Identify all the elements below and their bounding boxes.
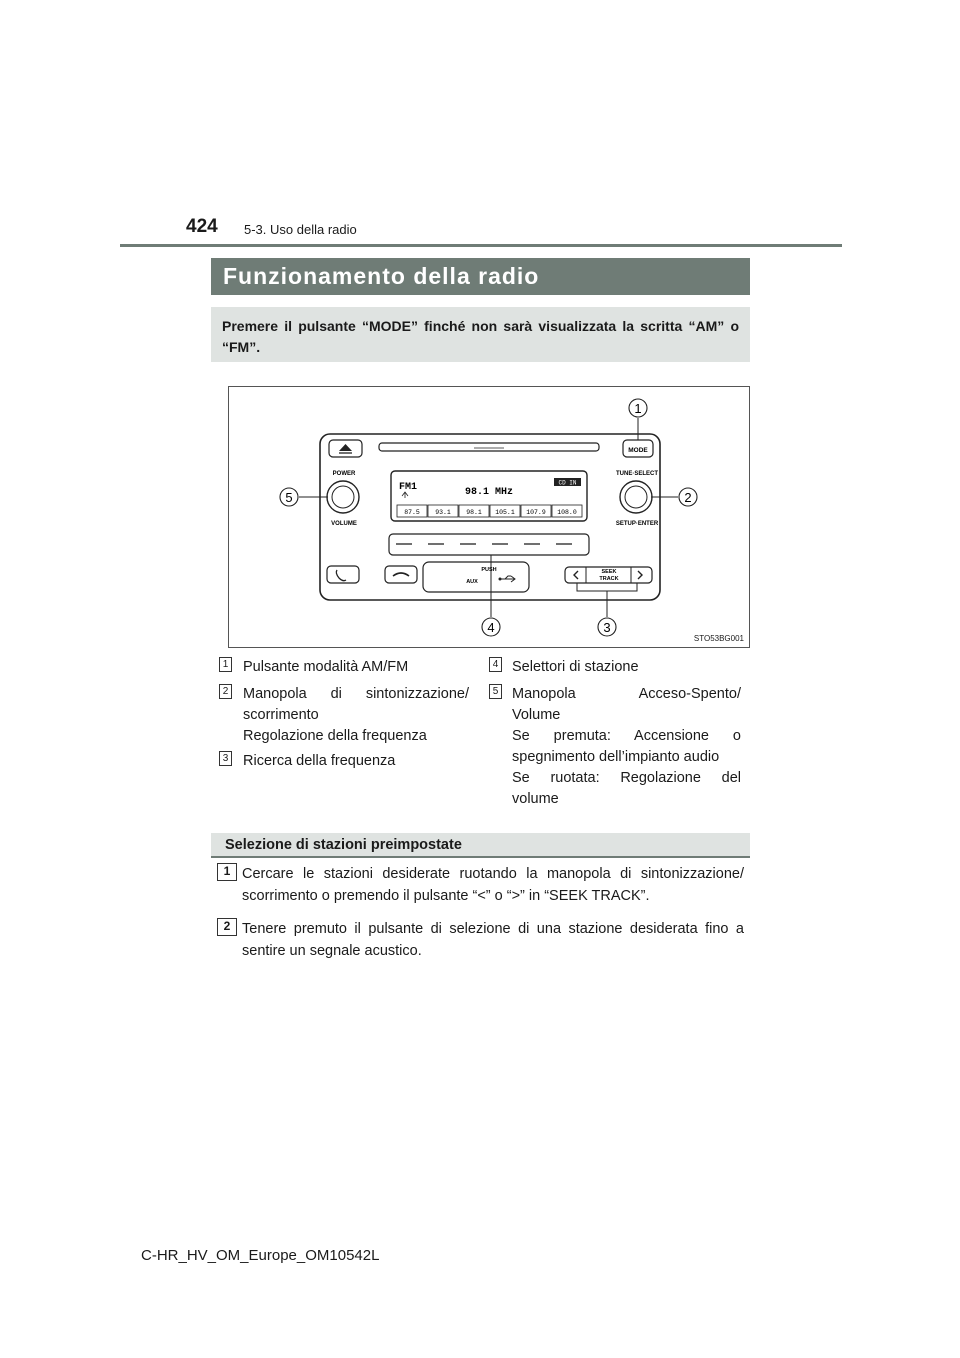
legend-text: Ricerca della frequenza xyxy=(243,753,396,769)
radio-figure xyxy=(228,386,750,648)
setup-enter-label: SETUP·ENTER xyxy=(615,521,659,527)
section-reference: 5-3. Uso della radio xyxy=(244,222,357,237)
volume-label: VOLUME xyxy=(331,521,357,527)
cd-slot xyxy=(379,443,599,451)
legend-text: Manopola di sintonizzazione/ xyxy=(243,686,469,702)
legend-number: 1 xyxy=(219,657,232,672)
display-preset-frequency: 93.1 xyxy=(435,509,451,516)
display-preset-frequency: 98.1 xyxy=(466,509,482,516)
display-preset-frequency: 87.5 xyxy=(404,509,420,516)
step-text: Cercare le stazioni desiderate ruotando la manopola di sintonizzazione/ scorrimento o premendo il pulsante “<” o “>” in “SEEK TRACK”. xyxy=(242,866,744,904)
svg-text:5: 5 xyxy=(285,490,293,505)
step-number: 2 xyxy=(217,918,237,936)
legend-text: scorrimento xyxy=(243,707,319,723)
page-title: Funzionamento della radio xyxy=(211,258,750,295)
tune-select-label: TUNE·SELECT xyxy=(616,471,658,477)
display-preset-frequency: 107.9 xyxy=(526,509,546,516)
figure-code: STO53BG001 xyxy=(693,634,744,643)
legend-text: Volume xyxy=(512,707,561,723)
legend-text: Pulsante modalità AM/FM xyxy=(243,659,409,675)
radio-unit-illustration xyxy=(229,387,749,647)
step-number: 1 xyxy=(217,863,237,881)
power-label: POWER xyxy=(332,471,356,477)
legend-text: Se ruotata: Regolazione del xyxy=(512,770,741,786)
page-number: 424 xyxy=(186,216,218,237)
aux-label: AUX xyxy=(466,579,478,585)
svg-text:4: 4 xyxy=(487,620,495,635)
display-preset-frequency: 105.1 xyxy=(495,509,515,516)
legend-number: 4 xyxy=(489,657,502,672)
legend-text: Selettori di stazione xyxy=(512,659,639,675)
legend-number: 3 xyxy=(219,751,232,766)
header-rule xyxy=(120,244,842,247)
subsection-title: Selezione di stazioni preimpostate xyxy=(211,833,750,858)
legend-text: spegnimento dell’impianto audio xyxy=(512,749,720,765)
display-band: FM1 xyxy=(399,482,418,493)
instruction-box: Premere il pulsante “MODE” finché non sarà visualizzata la scritta “AM” o “FM”. xyxy=(211,307,750,362)
display-preset-frequency: 108.0 xyxy=(557,509,577,516)
mode-label: MODE xyxy=(628,447,648,454)
hangup-button xyxy=(385,566,417,583)
svg-text:3: 3 xyxy=(603,620,611,635)
legend-text: Se premuta: Accensione o xyxy=(512,728,741,744)
track-label: TRACK xyxy=(599,576,619,582)
display-frequency: 98.1 MHz xyxy=(464,487,514,498)
step-text: Tenere premuto il pulsante di selezione di una stazione desiderata fino a sentire un segnale acustico. xyxy=(242,921,744,959)
legend-number: 2 xyxy=(219,684,232,699)
cd-in-label: CD IN xyxy=(558,479,577,487)
push-label: PUSH xyxy=(481,567,497,573)
legend-text: Manopola Acceso-Spento/ xyxy=(512,686,741,702)
svg-text:2: 2 xyxy=(684,490,692,505)
svg-text:1: 1 xyxy=(634,401,642,416)
document-code: C-HR_HV_OM_Europe_OM10542L xyxy=(141,1247,380,1264)
seek-label: SEEK xyxy=(601,569,617,575)
legend-text: Regolazione della frequenza xyxy=(243,728,427,744)
legend-number: 5 xyxy=(489,684,502,699)
legend-text: volume xyxy=(512,791,559,807)
